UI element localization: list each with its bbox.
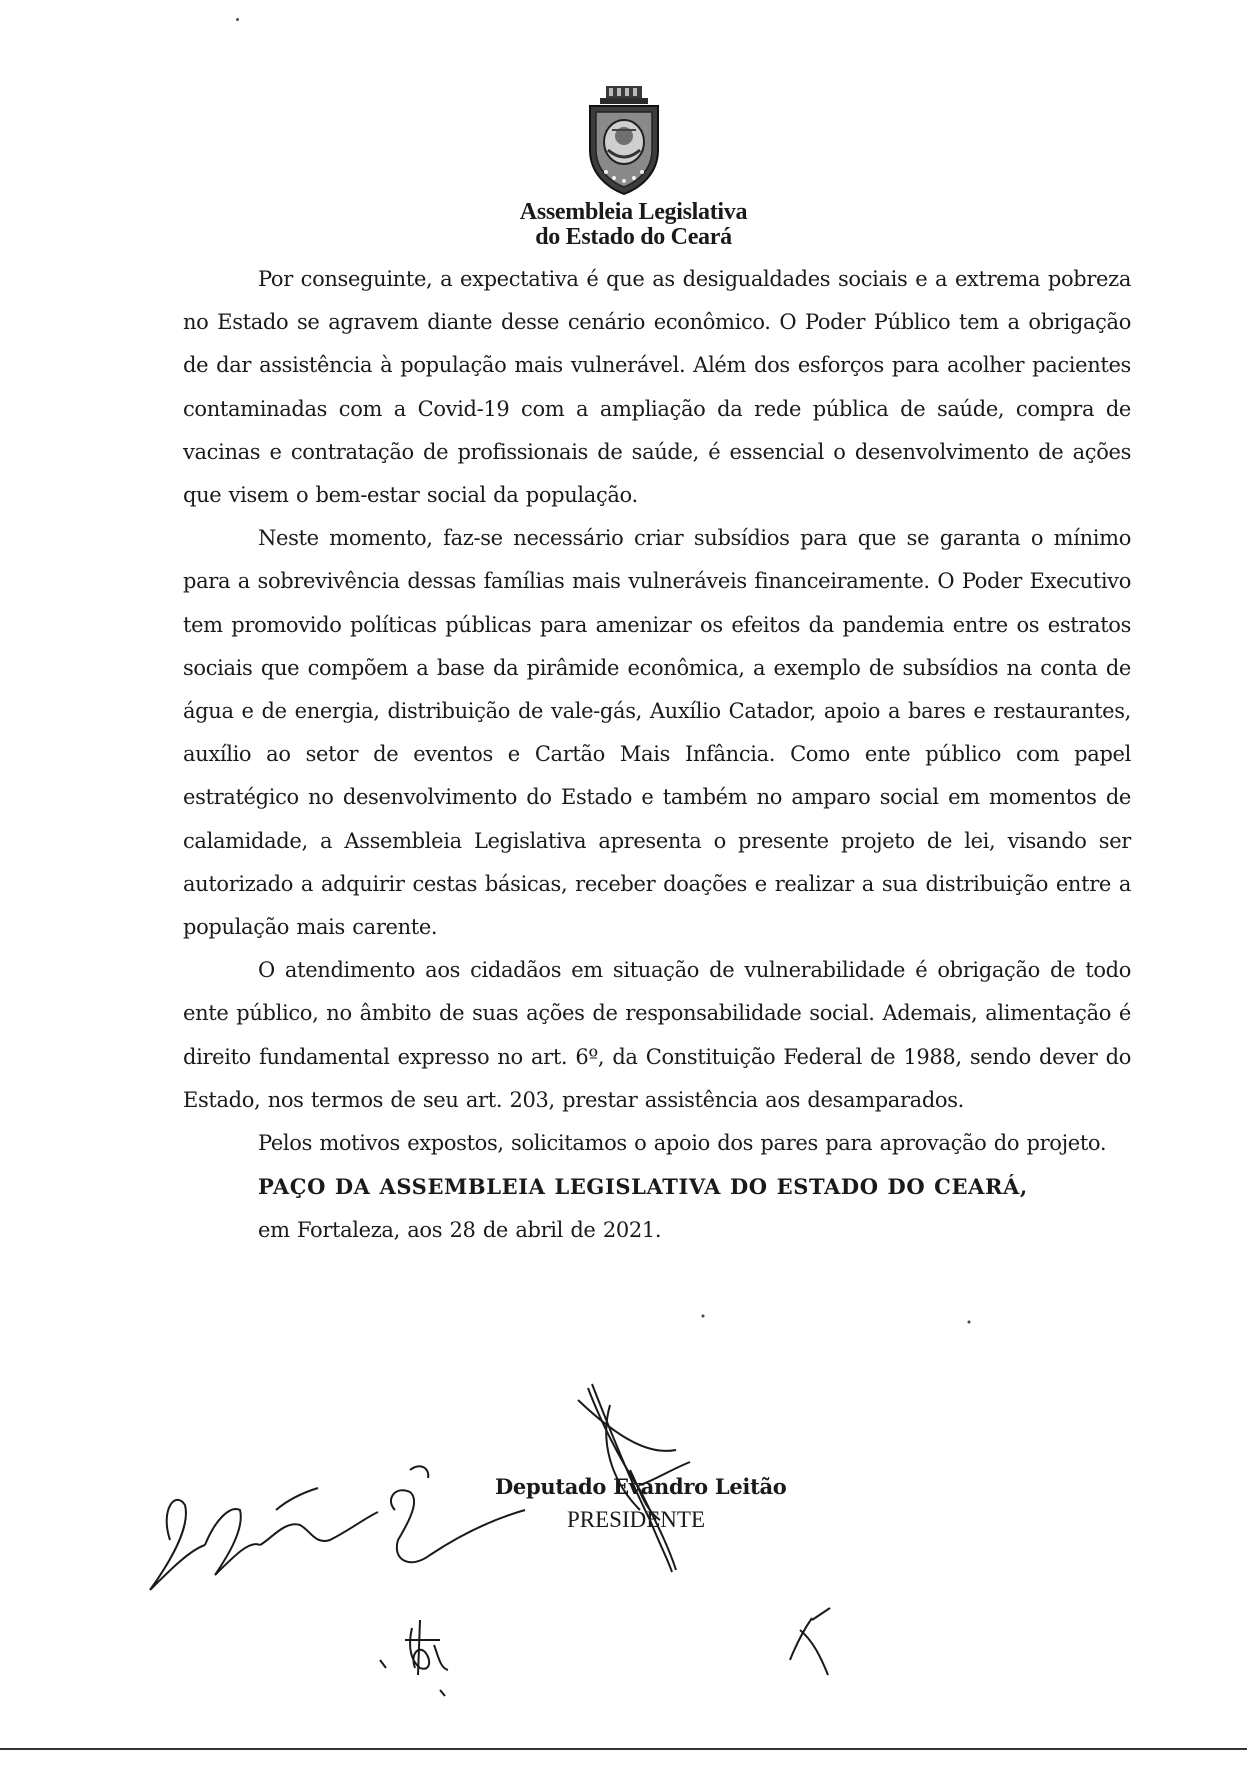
paragraph-1: Por conseguinte, a expectativa é que as desigualdades sociais e a extrema pobreza no Estado se agravem diante desse cenário econômico. O Poder Público tem a obrigação de dar assistência à população mais vulnerável. Além dos esforços para acolher pacientes contaminadas com a Covid-19 com a ampliação da rede pública de saúde, compra de vacinas e contratação de profissionais de saúde, é essencial o desenvolvimento de ações que visem o bem-estar social da população. [183, 267, 1131, 508]
letterhead [0, 200, 1247, 250]
paragraph-4: Pelos motivos expostos, solicitamos o apoio dos pares para aprovação do projeto. [258, 1131, 1107, 1156]
letterhead-line-2: do Estado do Ceará [535, 224, 732, 250]
initials-right-icon [790, 1608, 830, 1675]
signatory-title: PRESIDENTE [567, 1507, 705, 1532]
closing-date: em Fortaleza, aos 28 de abril de 2021. [258, 1218, 662, 1243]
footer-rule [0, 1748, 1247, 1750]
paragraph-3: O atendimento aos cidadãos em situação de vulnerabilidade é obrigação de todo ente público, no âmbito de suas ações de responsabilidade social. Ademais, alimentação é direito fundamental expresso no art. 6º, da Constituição Federal de 1988, sendo dever do Estado, nos termos de seu art. 203, prestar assistência aos desamparados. [183, 958, 1131, 1112]
initials-left-icon [380, 1620, 448, 1696]
coat-of-arms-icon [582, 86, 666, 196]
paragraph-2: Neste momento, faz-se necessário criar subsídios para que se garanta o mínimo para a sobrevivência dessas famílias mais vulneráveis financeiramente. O Poder Executivo tem promovido políticas públicas para amenizar os efeitos da pandemia entre os estratos sociais que compõem a base da pirâmide econômica, a exemplo de subsídios na conta de água e de energia, distribuição de vale-gás, Auxílio Catador, apoio a bares e restaurantes, auxílio ao setor de eventos e Cartão Mais Infância. Como ente público com papel estratégico no desenvolvimento do Estado e também no amparo social em momentos de calamidade, a Assembleia Legislativa apresenta o presente projeto de lei, visando ser autorizado a adquirir cestas básicas, receber doações e realizar a sua distribuição entre a população mais carente. [183, 526, 1131, 940]
closing-caps: PAÇO DA ASSEMBLEIA LEGISLATIVA DO ESTADO DO CEARÁ, [258, 1174, 1028, 1200]
closing-line [183, 1165, 1131, 1209]
left-signature-icon [150, 1466, 525, 1590]
signatory-name: Deputado Evandro Leitão [495, 1474, 787, 1499]
signature-block [495, 1470, 895, 1536]
document-body [183, 258, 1131, 1253]
stray-mark [236, 18, 239, 21]
letterhead-line-1: Assembleia Legislativa [519, 199, 748, 225]
